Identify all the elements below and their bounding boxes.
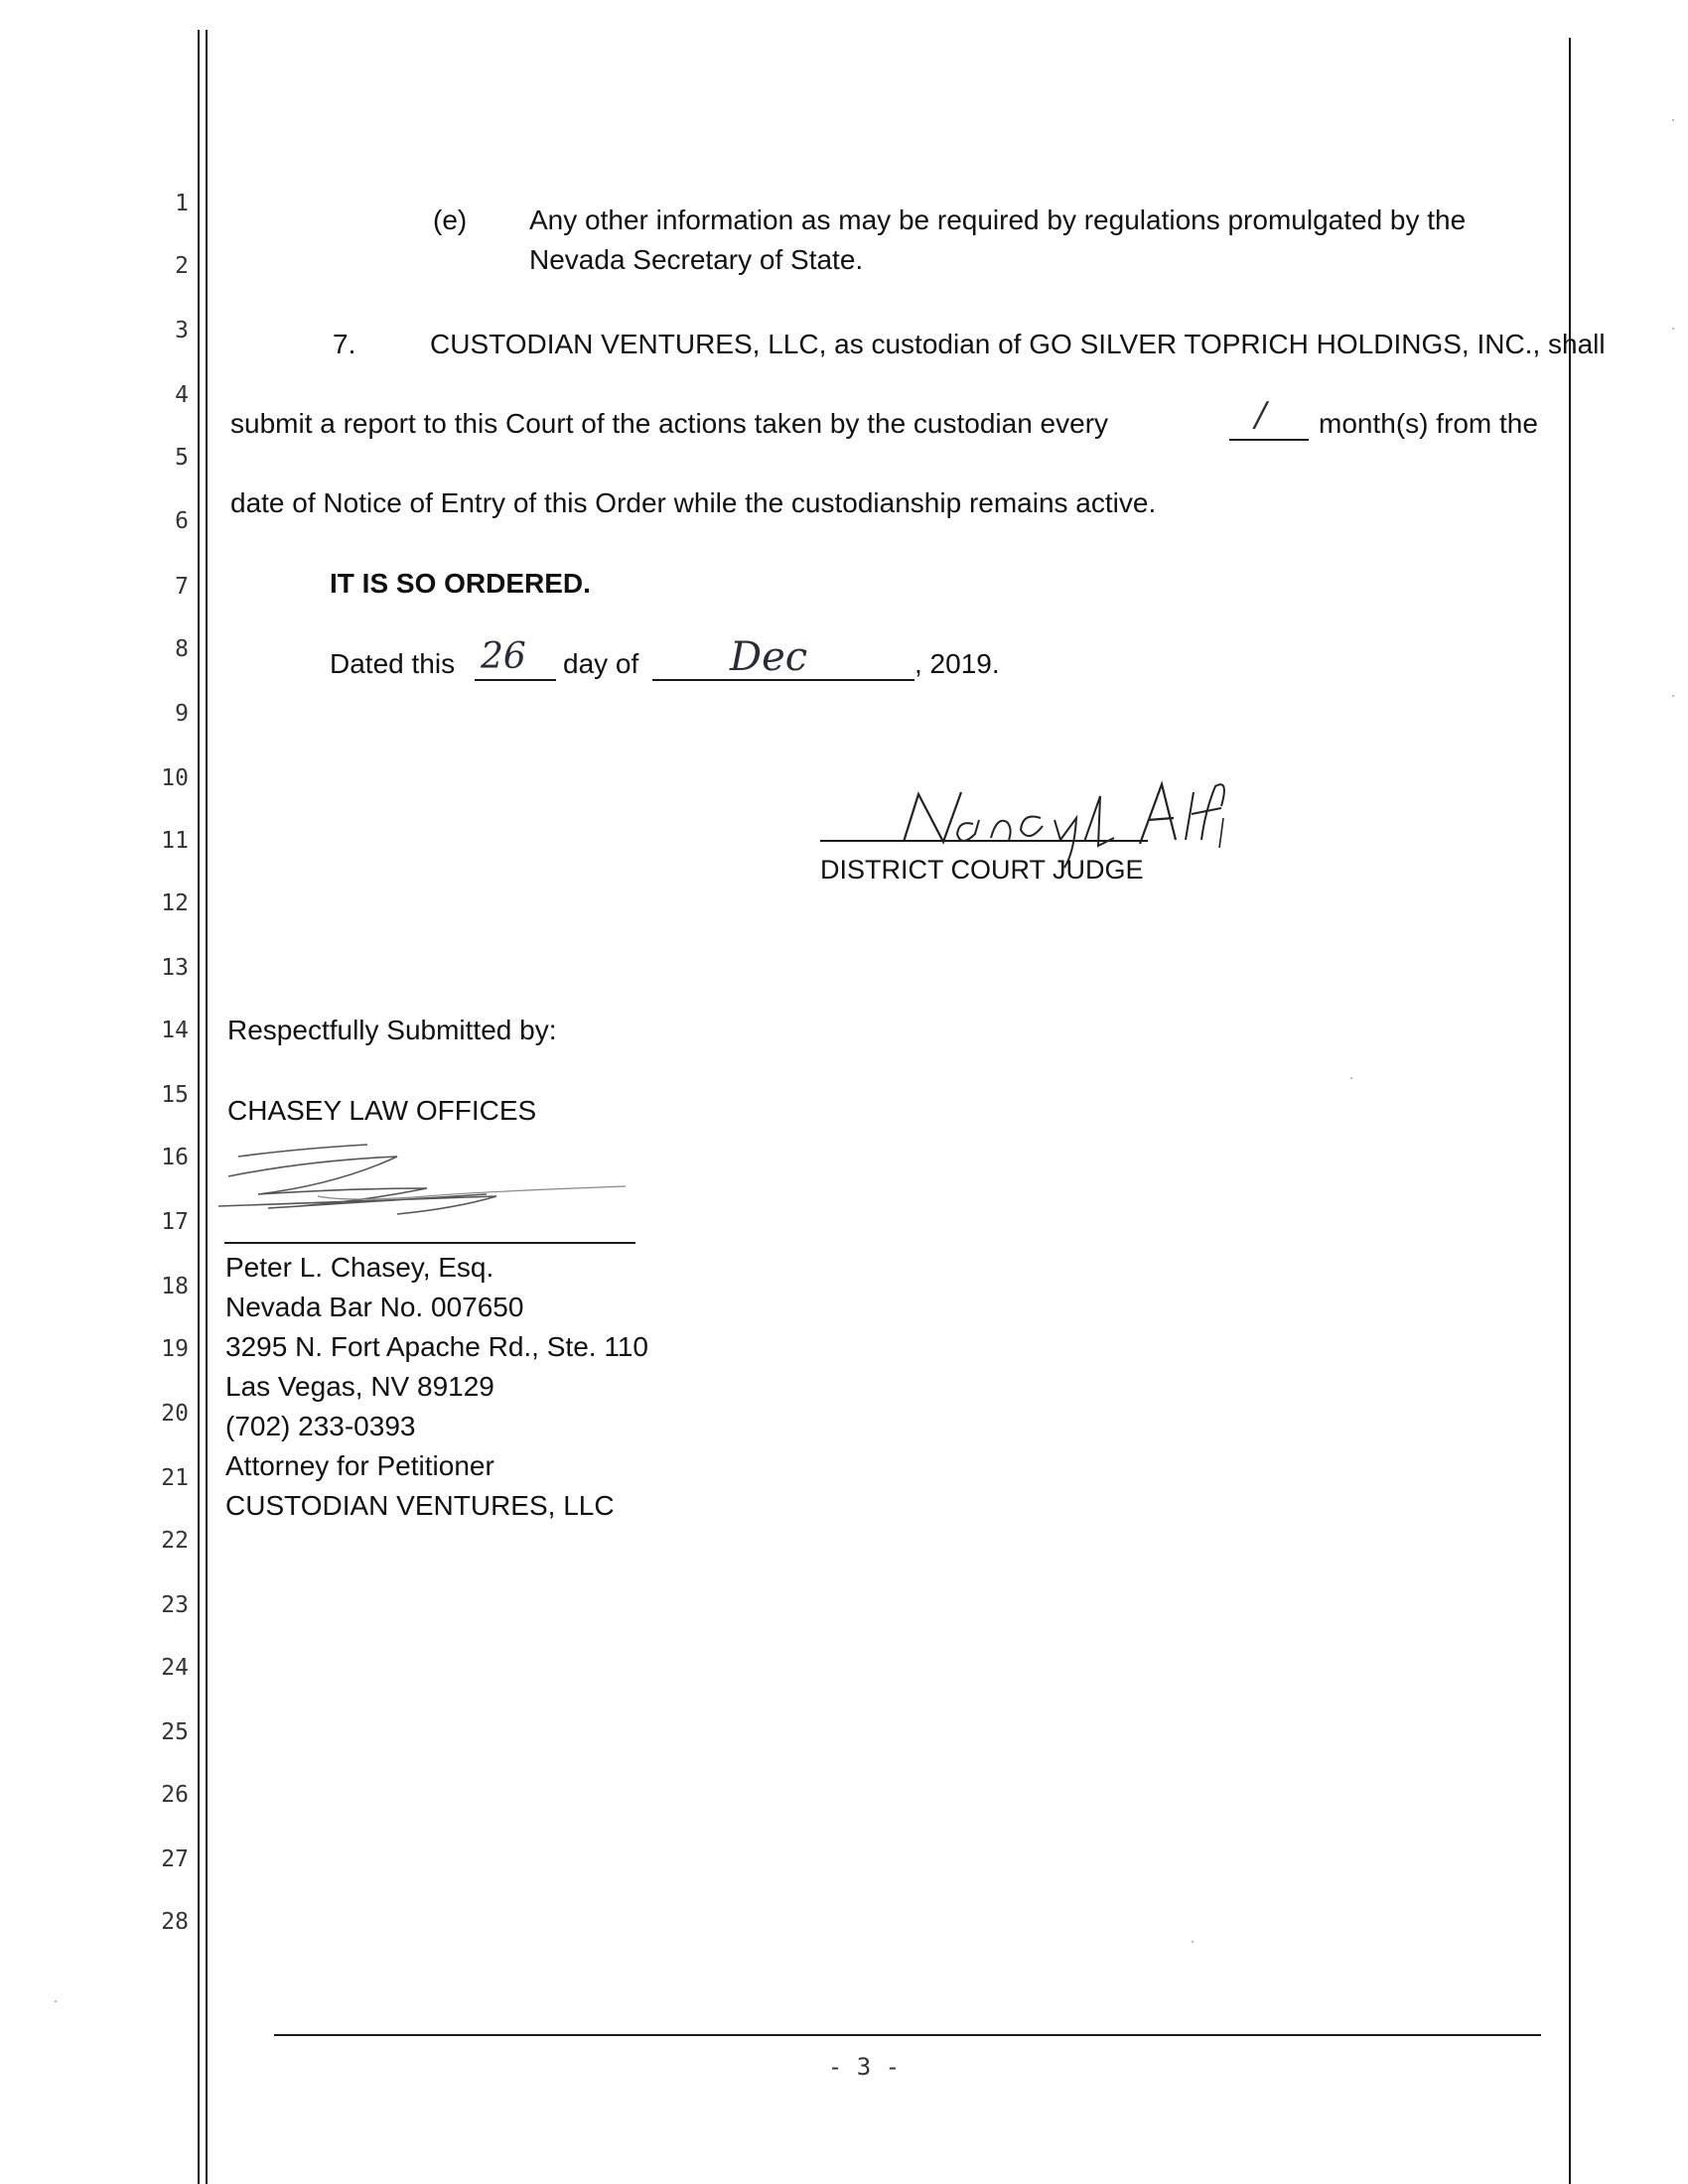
line-number: 20 bbox=[161, 1401, 189, 1427]
paragraph-7-line-3: date of Notice of Entry of this Order while the custodianship remains active. bbox=[230, 487, 1157, 518]
left-margin-rule-inner bbox=[206, 30, 208, 2184]
line-number: 18 bbox=[161, 1274, 189, 1299]
attorney-line: Peter L. Chasey, Esq. bbox=[225, 1252, 494, 1283]
item-e-line-2: Nevada Secretary of State. bbox=[529, 244, 864, 275]
submitted-by-label: Respectfully Submitted by: bbox=[227, 1015, 557, 1045]
line-number: 13 bbox=[161, 955, 189, 981]
line-number: 25 bbox=[161, 1719, 189, 1745]
line-number: 28 bbox=[161, 1909, 189, 1935]
paragraph-7-number: 7. bbox=[333, 329, 356, 359]
line-number: 9 bbox=[175, 701, 189, 727]
line-number: 19 bbox=[161, 1336, 189, 1362]
footer-rule bbox=[274, 2034, 1541, 2036]
months-handwritten: / bbox=[1255, 395, 1267, 435]
item-e-label: (e) bbox=[433, 205, 468, 235]
line-number: 7 bbox=[175, 574, 189, 600]
line-number: 16 bbox=[161, 1145, 189, 1170]
day-of-label: day of bbox=[563, 648, 639, 679]
so-ordered-heading: IT IS SO ORDERED. bbox=[330, 568, 591, 599]
line-number: 5 bbox=[175, 445, 189, 471]
line-number: 8 bbox=[175, 636, 189, 662]
scan-speck bbox=[1672, 328, 1674, 330]
scan-speck bbox=[1192, 1941, 1194, 1943]
line-number: 26 bbox=[161, 1782, 189, 1808]
line-number: 3 bbox=[175, 318, 189, 343]
attorney-line: Nevada Bar No. 007650 bbox=[225, 1292, 524, 1322]
day-handwritten: 26 bbox=[481, 636, 526, 677]
line-number: 2 bbox=[175, 253, 189, 279]
item-e-line-1: Any other information as may be required by regulations promulgated by the bbox=[529, 205, 1467, 235]
paragraph-7-line-2b: month(s) from the bbox=[1319, 408, 1538, 439]
left-margin-rule-outer bbox=[198, 30, 200, 2184]
year-text: , 2019. bbox=[914, 648, 1000, 679]
line-number: 1 bbox=[175, 191, 189, 216]
line-number: 23 bbox=[161, 1592, 189, 1618]
scan-speck bbox=[1672, 119, 1674, 121]
months-blank-line bbox=[1229, 439, 1309, 441]
dated-prefix: Dated this bbox=[330, 648, 456, 679]
page-number: - 3 - bbox=[827, 2053, 901, 2081]
paragraph-7-line-1: CUSTODIAN VENTURES, LLC, as custodian of GO SILVER TOPRICH HOLDINGS, INC., shall bbox=[430, 329, 1606, 359]
line-number: 6 bbox=[175, 508, 189, 534]
line-number: 17 bbox=[161, 1209, 189, 1235]
attorney-signature bbox=[179, 1137, 675, 1256]
attorney-line: Attorney for Petitioner bbox=[225, 1450, 494, 1481]
line-number: 22 bbox=[161, 1528, 189, 1554]
line-number: 12 bbox=[161, 890, 189, 916]
line-number: 15 bbox=[161, 1082, 189, 1108]
attorney-line: Las Vegas, NV 89129 bbox=[225, 1371, 494, 1402]
line-number: 4 bbox=[175, 382, 189, 408]
attorney-line: (702) 233-0393 bbox=[225, 1411, 416, 1441]
month-handwritten: Dec bbox=[730, 634, 808, 680]
law-firm-name: CHASEY LAW OFFICES bbox=[227, 1095, 537, 1126]
scan-speck bbox=[1350, 1077, 1352, 1079]
day-blank-line bbox=[475, 679, 556, 681]
judge-title: DISTRICT COURT JUDGE bbox=[820, 855, 1144, 885]
scan-speck bbox=[1672, 695, 1674, 697]
scan-speck bbox=[55, 2000, 57, 2002]
attorney-line: CUSTODIAN VENTURES, LLC bbox=[225, 1490, 615, 1521]
line-number: 10 bbox=[161, 765, 189, 791]
line-number: 11 bbox=[161, 828, 189, 854]
attorney-line: 3295 N. Fort Apache Rd., Ste. 110 bbox=[225, 1331, 648, 1362]
line-number: 24 bbox=[161, 1655, 189, 1681]
attorney-signature-line bbox=[224, 1242, 635, 1244]
line-number: 27 bbox=[161, 1846, 189, 1872]
line-number: 14 bbox=[161, 1018, 189, 1043]
paragraph-7-line-2a: submit a report to this Court of the actions taken by the custodian every bbox=[230, 408, 1109, 439]
line-number: 21 bbox=[161, 1465, 189, 1491]
